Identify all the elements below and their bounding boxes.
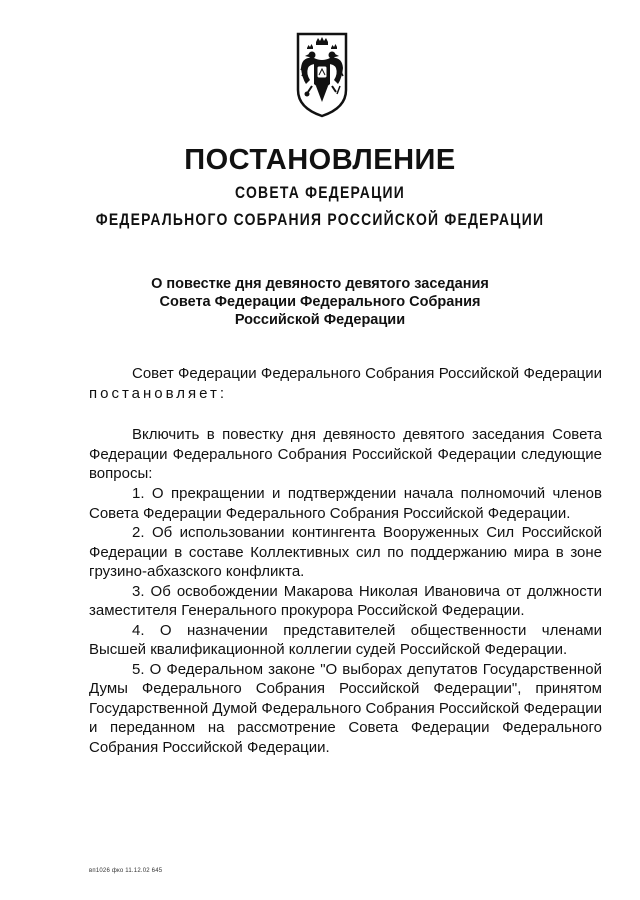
intro-text: Совет Федерации Федерального Собрания Российской Федерации bbox=[132, 365, 602, 382]
state-emblem-icon bbox=[292, 28, 352, 120]
heading-line: О повестке дня девяносто девятого заседания bbox=[151, 276, 489, 292]
list-item: 1. О прекращении и подтверждении начала полномочий членов Совета Федерации Федерального Собрания Российской Федерации. bbox=[89, 485, 602, 522]
list-item: 2. Об использовании контингента Вооруженных Сил Российской Федерации в составе Коллективных сил по поддержанию мира в зоне грузино-абхазского конфликта. bbox=[89, 524, 602, 580]
heading-line: Совета Федерации Федерального Собрания bbox=[159, 294, 481, 310]
document-title: ПОСТАНОВЛЕНИЕ bbox=[184, 144, 456, 176]
issuer-line-2: ФЕДЕРАЛЬНОГО СОБРАНИЯ РОССИЙСКОЙ ФЕДЕРАЦИИ bbox=[95, 210, 545, 229]
include-paragraph: Включить в повестку дня девяносто девятого заседания Совета Федерации Федерального Собрания Российской Федерации следующие вопросы: bbox=[89, 426, 602, 482]
agenda-list bbox=[89, 484, 602, 757]
intro-paragraph bbox=[89, 364, 602, 403]
heading-line: Российской Федерации bbox=[234, 312, 406, 328]
intro-verb: постановляет: bbox=[89, 384, 228, 402]
footer-code: вп1026 фко 11.12.02 645 bbox=[89, 868, 163, 874]
resolution-heading bbox=[0, 275, 640, 329]
issuer-line-1: СОВЕТА ФЕДЕРАЦИИ bbox=[235, 183, 405, 202]
list-item: 5. О Федеральном законе "О выборах депутатов Государственной Думы Федерального Собрания Российской Федерации", принятом Государственной Думой Федерального Собрания Российской Федерации и переданном на рассмотрение Совета Федерации Федерального Собрания Российской Федерации. bbox=[89, 660, 602, 756]
list-item: 3. Об освобождении Макарова Николая Ивановича от должности заместителя Генерального прокурора Российской Федерации. bbox=[89, 582, 602, 619]
list-item: 4. О назначении представителей общественности членами Высшей квалификационной коллегии судей Российской Федерации. bbox=[89, 621, 602, 658]
